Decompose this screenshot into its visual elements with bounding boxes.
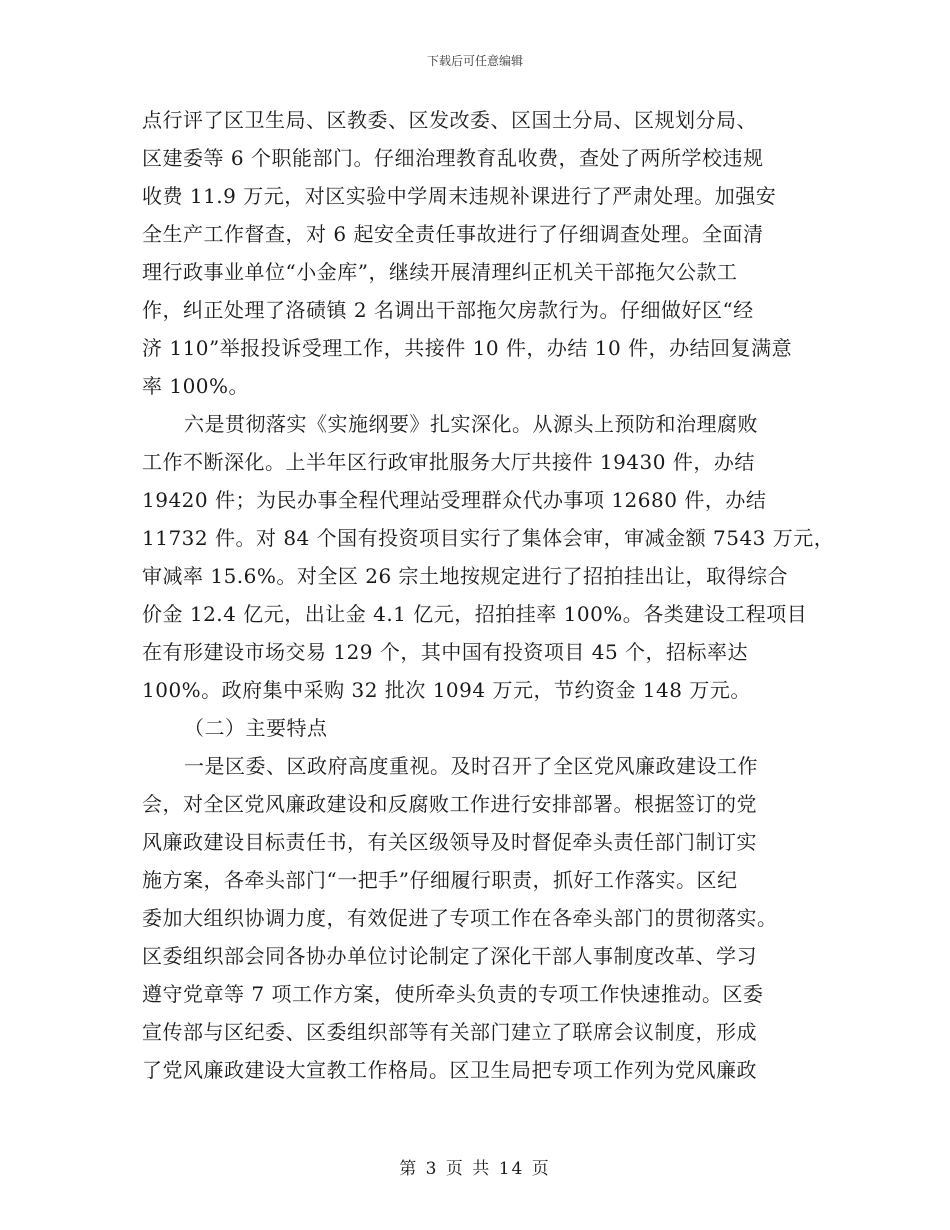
text-line: 济 110”举报投诉受理工作，共接件 10 件，办结 10 件，办结回复满意 [142, 336, 793, 360]
text-line: 区委组织部会同各协办单位讨论制定了深化干部人事制度改革、学习 [142, 944, 757, 968]
text-line: 收费 11.9 万元，对区实验中学周末违规补课进行了严肃处理。加强安 [142, 184, 777, 208]
text-line: 了党风廉政建设大宣教工作格局。区卫生局把专项工作列为党风廉政 [142, 1058, 757, 1082]
text-line: 全生产工作督查，对 6 起安全责任事故进行了仔细调查处理。全面清 [142, 222, 764, 246]
section-heading: （二）主要特点 [184, 716, 328, 740]
text-line: 宣传部与区纪委、区委组织部等有关部门建立了联席会议制度，形成 [142, 1020, 757, 1044]
text-line: 遵守党章等 7 项工作方案，使所牵头负责的专项工作快速推动。区委 [142, 982, 764, 1006]
text-line: 工作不断深化。上半年区行政审批服务大厅共接件 19430 件，办结 [142, 450, 755, 474]
paragraph-start-line: 一是区委、区政府高度重视。及时召开了全区党风廉政建设工作 [184, 754, 758, 778]
page-footer: 第 3 页 共 14 页 [399, 1159, 551, 1179]
text-line: 作，纠正处理了洛碛镇 2 名调出干部拖欠房款行为。仔细做好区“经 [142, 298, 754, 322]
text-line: 19420 件；为民办事全程代理站受理群众代办事项 12680 件，办结 [142, 488, 767, 512]
text-line: 区建委等 6 个职能部门。仔细治理教育乱收费，查处了两所学校违规 [142, 146, 764, 170]
text-line: 率 100%。 [142, 374, 250, 398]
document-body [142, 101, 835, 1089]
text-line: 风廉政建设目标责任书，有关区级领导及时督促牵头责任部门制订实 [142, 830, 757, 854]
paragraph-start-line: 六是贯彻落实《实施纲要》扎实深化。从源头上预防和治理腐败 [184, 412, 758, 436]
page-header: 下载后可任意编辑 [426, 54, 523, 68]
text-line: 点行评了区卫生局、区教委、区发改委、区国土分局、区规划分局、 [142, 108, 757, 132]
text-line: 施方案，各牵头部门“一把手”仔细履行职责，抓好工作落实。区纪 [142, 868, 738, 892]
text-line: 11732 件。对 84 个国有投资项目实行了集体会审，审减金额 7543 万元， [142, 526, 835, 550]
text-line: 委加大组织协调力度，有效促进了专项工作在各牵头部门的贯彻落实。 [142, 906, 778, 930]
text-line: 理行政事业单位“小金库”，继续开展清理纠正机关干部拖欠公款工 [142, 260, 738, 284]
text-line: 审减率 15.6%。对全区 26 宗土地按规定进行了招拍挂出让，取得综合 [142, 564, 789, 588]
text-line: 100%。政府集中采购 32 批次 1094 万元，节约资金 148 万元。 [142, 678, 751, 702]
text-line: 在有形建设市场交易 129 个，其中国有投资项目 45 个，招标率达 [142, 640, 749, 664]
text-line: 价金 12.4 亿元，出让金 4.1 亿元，招拍挂率 100%。各类建设工程项目 [142, 602, 808, 626]
text-line: 会，对全区党风廉政建设和反腐败工作进行安排部署。根据签订的党 [142, 792, 757, 816]
